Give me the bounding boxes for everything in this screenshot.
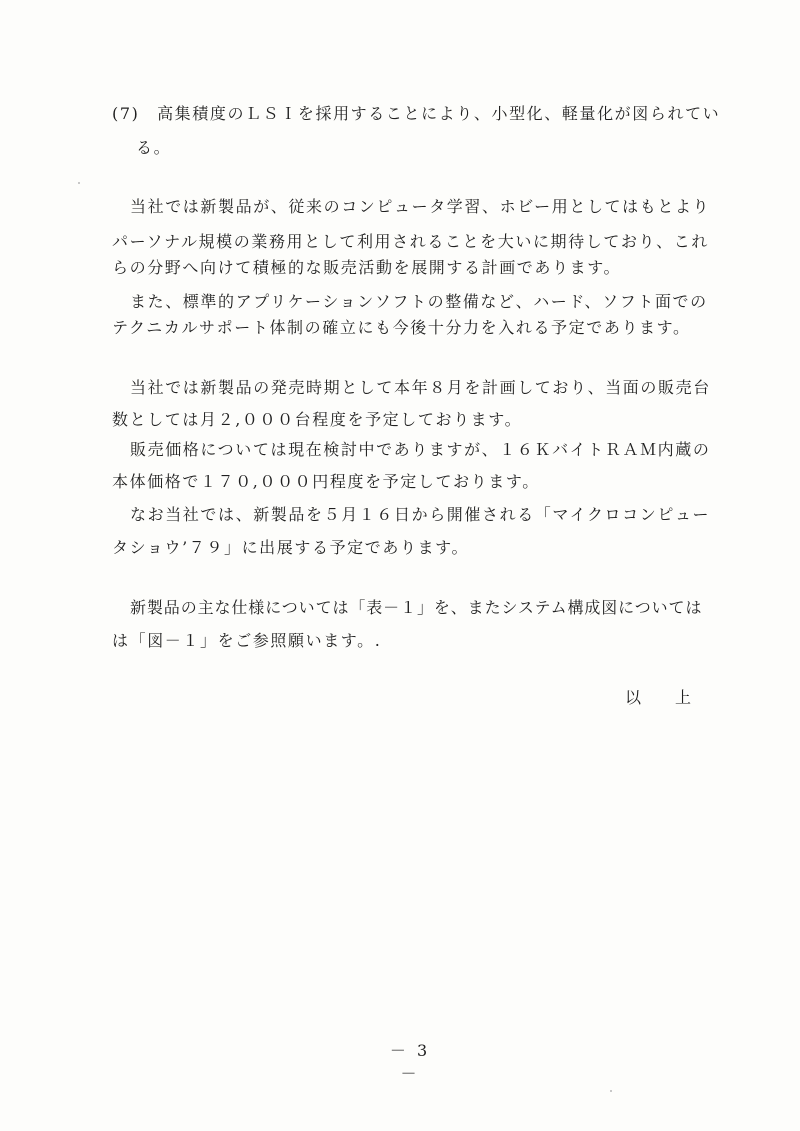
para-1-line-1: 当社では新製品が、従来のコンピュータ学習、ホビー用としてはもとより <box>130 197 711 216</box>
para-3-line-2: 数としては月２,０００台程度を予定しております。 <box>112 410 523 429</box>
item-7-line-2: る。 <box>136 138 172 157</box>
para-4-line-1: 販売価格については現在検討中でありますが、１６ＫバイトＲＡＭ内蔵の <box>130 440 711 459</box>
page-number: － 3 － <box>389 1041 431 1083</box>
para-1-line-3: らの分野へ向けて積極的な販売活動を展開する計画であります。 <box>112 258 622 277</box>
closing-mark-left: 以 <box>625 688 642 707</box>
paper-speck <box>610 1090 612 1092</box>
para-4-line-2: 本体価格で１７０,０００円程度を予定しております。 <box>112 472 540 491</box>
para-6-line-2: は「図－１」をご参照願います。. <box>112 631 382 650</box>
para-2-line-1: また、標準的アプリケーションソフトの整備など、ハード、ソフト面での <box>130 292 708 311</box>
para-2-line-2: テクニカルサポート体制の確立にも今後十分力を入れる予定であります。 <box>112 318 691 337</box>
closing-mark-right: 上 <box>675 688 692 707</box>
para-3-line-1: 当社では新製品の発売時期として本年８月を計画しており、当面の販売台 <box>130 378 711 397</box>
para-5-line-2: タショウ’７９」に出展する予定であります。 <box>112 538 470 557</box>
paper-speck <box>78 182 80 184</box>
para-1-line-2: パーソナル規模の業務用として利用されることを大いに期待しており、これ <box>112 232 709 251</box>
item-7-line-1: (7) 高集積度のＬＳＩを採用することにより、小型化、軽量化が図られてい <box>112 104 721 123</box>
para-6-line-1: 新製品の主な仕様については「表－１」を、またシステム構成図については <box>130 598 703 617</box>
para-5-line-1: なお当社では、新製品を５月１６日から開催される「マイクロコンピュー <box>130 505 711 524</box>
